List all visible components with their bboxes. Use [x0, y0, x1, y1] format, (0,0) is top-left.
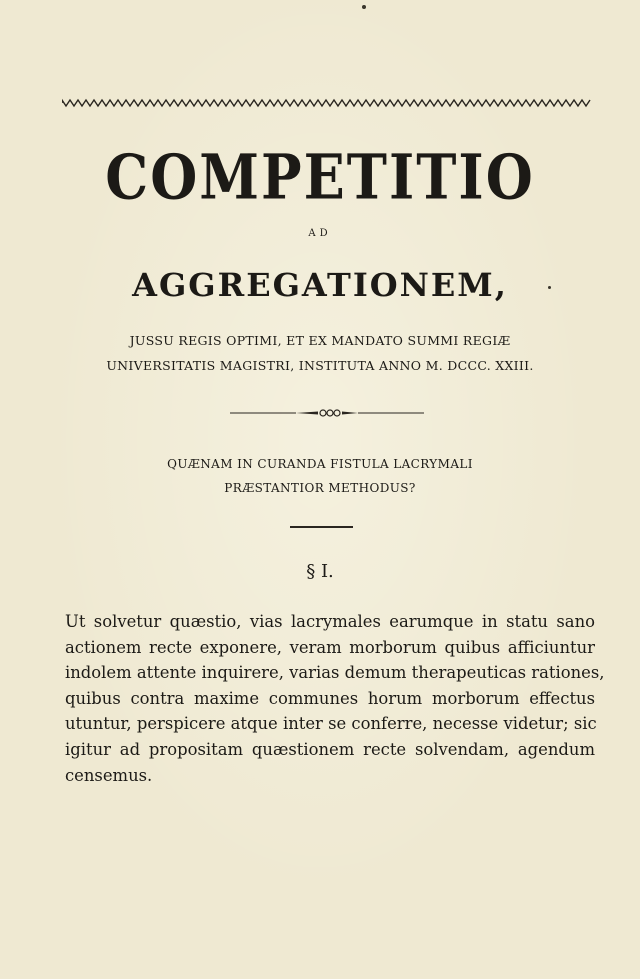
ornamental-divider	[230, 406, 424, 420]
question-line: QUÆNAM IN CURANDA FISTULA LACRYMALI	[167, 457, 473, 471]
section-rule	[290, 526, 353, 528]
title-connector: AD	[308, 228, 332, 239]
question-line: PRÆSTANTIOR METHODUS?	[224, 481, 416, 495]
authority-line: JUSSU REGIS OPTIMI, ET EX MANDATO SUMMI REGIÆ	[129, 333, 511, 348]
page-title: COMPETITIO	[105, 140, 535, 214]
question-heading	[0, 452, 640, 500]
section-heading: § I.	[306, 561, 334, 582]
paragraph-line: quibus contra maxime communes horum morborum effectus	[65, 688, 595, 708]
authority-statement	[0, 328, 640, 378]
paragraph-line: Ut solvetur quæstio, vias lacrymales earumque in statu sano	[65, 612, 595, 631]
paragraph-line: utuntur, perspicere atque inter se conferre, necesse videtur; sic	[65, 714, 597, 734]
top-ornamental-border	[62, 98, 592, 108]
body-paragraph	[65, 609, 605, 788]
paragraph-line: igitur ad propositam quæstionem recte solvendam, agendum	[65, 739, 595, 759]
paragraph-line: indolem attente inquirere, varias demum therapeuticas rationes,	[65, 663, 605, 683]
paragraph-line: actionem recte exponere, veram morborum quibus afficiuntur	[65, 637, 595, 657]
ink-speck	[362, 5, 366, 9]
paragraph-line: censemus.	[65, 765, 153, 785]
authority-line: UNIVERSITATIS MAGISTRI, INSTITUTA ANNO M. DCCC. XXIII.	[106, 358, 534, 373]
page-subtitle: AGGREGATIONEM,	[132, 266, 508, 304]
